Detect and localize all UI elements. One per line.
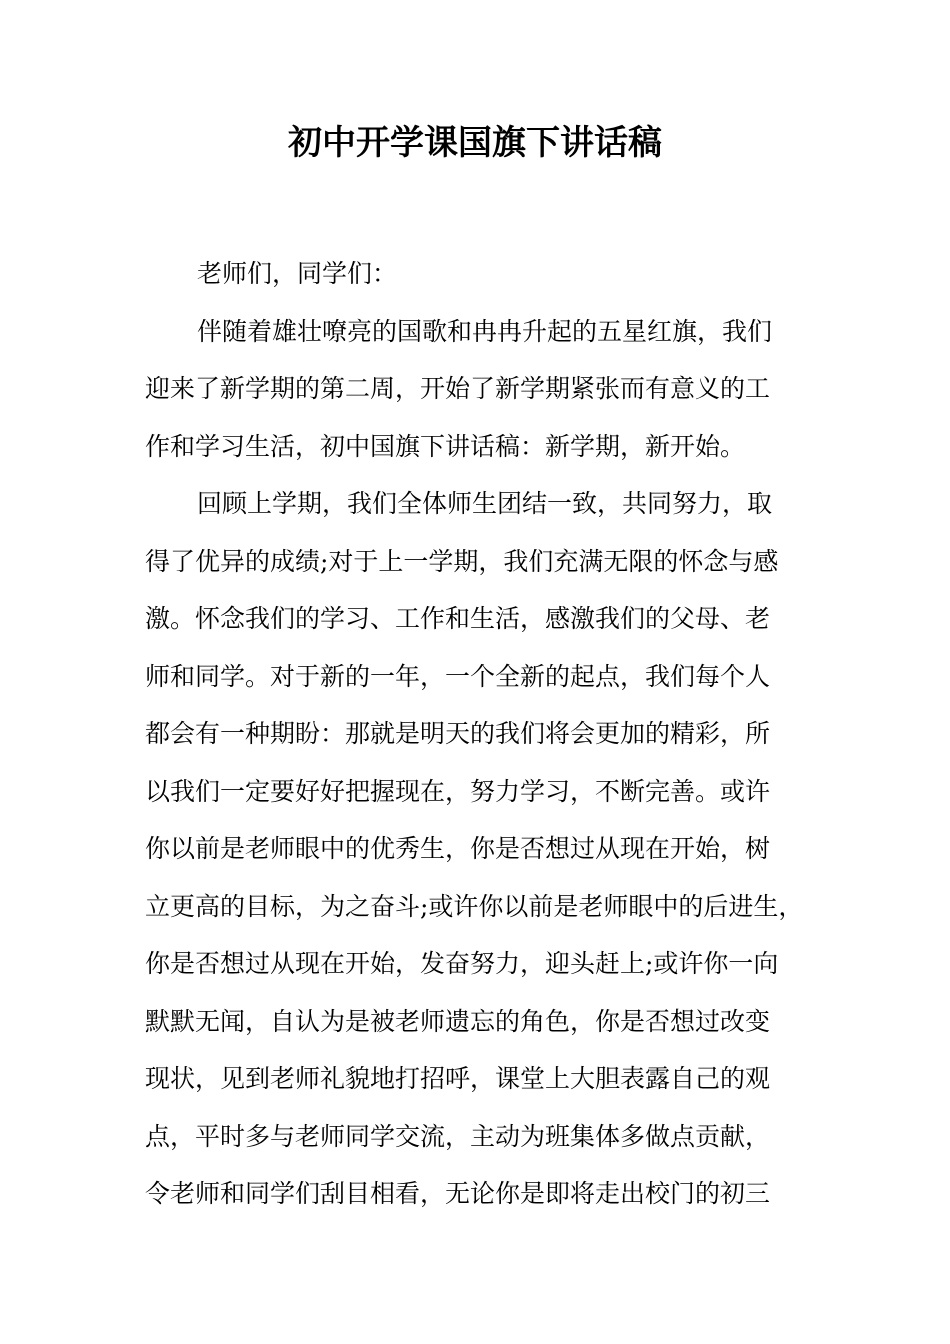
- paragraph-line: 现状，见到老师礼貌地打招呼，课堂上大胆表露自己的观: [145, 1064, 771, 1093]
- paragraph-line: 都会有一种期盼：那就是明天的我们将会更加的精彩，所: [145, 719, 771, 748]
- paragraph-line: 点，平时多与老师同学交流，主动为班集体多做点贡献，: [145, 1121, 771, 1151]
- paragraph-line: 默默无闻，自认为是被老师遗忘的角色，你是否想过改变: [145, 1006, 771, 1036]
- document-body: [145, 245, 815, 1223]
- paragraph-line: 回顾上学期，我们全体师生团结一致，共同努力，取: [197, 489, 773, 518]
- paragraph-line: 你是否想过从现在开始，发奋努力，迎头赶上;或许你一向: [145, 949, 779, 978]
- paragraph-line: 迎来了新学期的第二周，开始了新学期紧张而有意义的工: [145, 374, 771, 403]
- paragraph-line: 立更高的目标，为之奋斗;或许你以前是老师眼中的后进生，: [145, 891, 804, 921]
- document-title: 初中开学课国旗下讲话稿: [288, 123, 662, 163]
- greeting-line: 老师们，同学们：: [197, 259, 398, 288]
- paragraph-line: 你以前是老师眼中的优秀生，你是否想过从现在开始，树: [145, 834, 771, 863]
- paragraph-line: 以我们一定要好好把握现在，努力学习，不断完善。或许: [145, 776, 771, 806]
- paragraph-line: 令老师和同学们刮目相看，无论你是即将走出校门的初三: [145, 1179, 771, 1208]
- paragraph-line: 作和学习生活，初中国旗下讲话稿：新学期，新开始。: [145, 431, 746, 461]
- paragraph-line: 师和同学。对于新的一年，一个全新的起点，我们每个人: [145, 661, 771, 691]
- paragraph-line: 激。怀念我们的学习、工作和生活，感激我们的父母、老: [145, 604, 771, 633]
- paragraph-line: 得了优异的成绩;对于上一学期，我们充满无限的怀念与感: [145, 546, 779, 576]
- paragraph-line: 伴随着雄壮嘹亮的国歌和冉冉升起的五星红旗，我们: [197, 316, 773, 346]
